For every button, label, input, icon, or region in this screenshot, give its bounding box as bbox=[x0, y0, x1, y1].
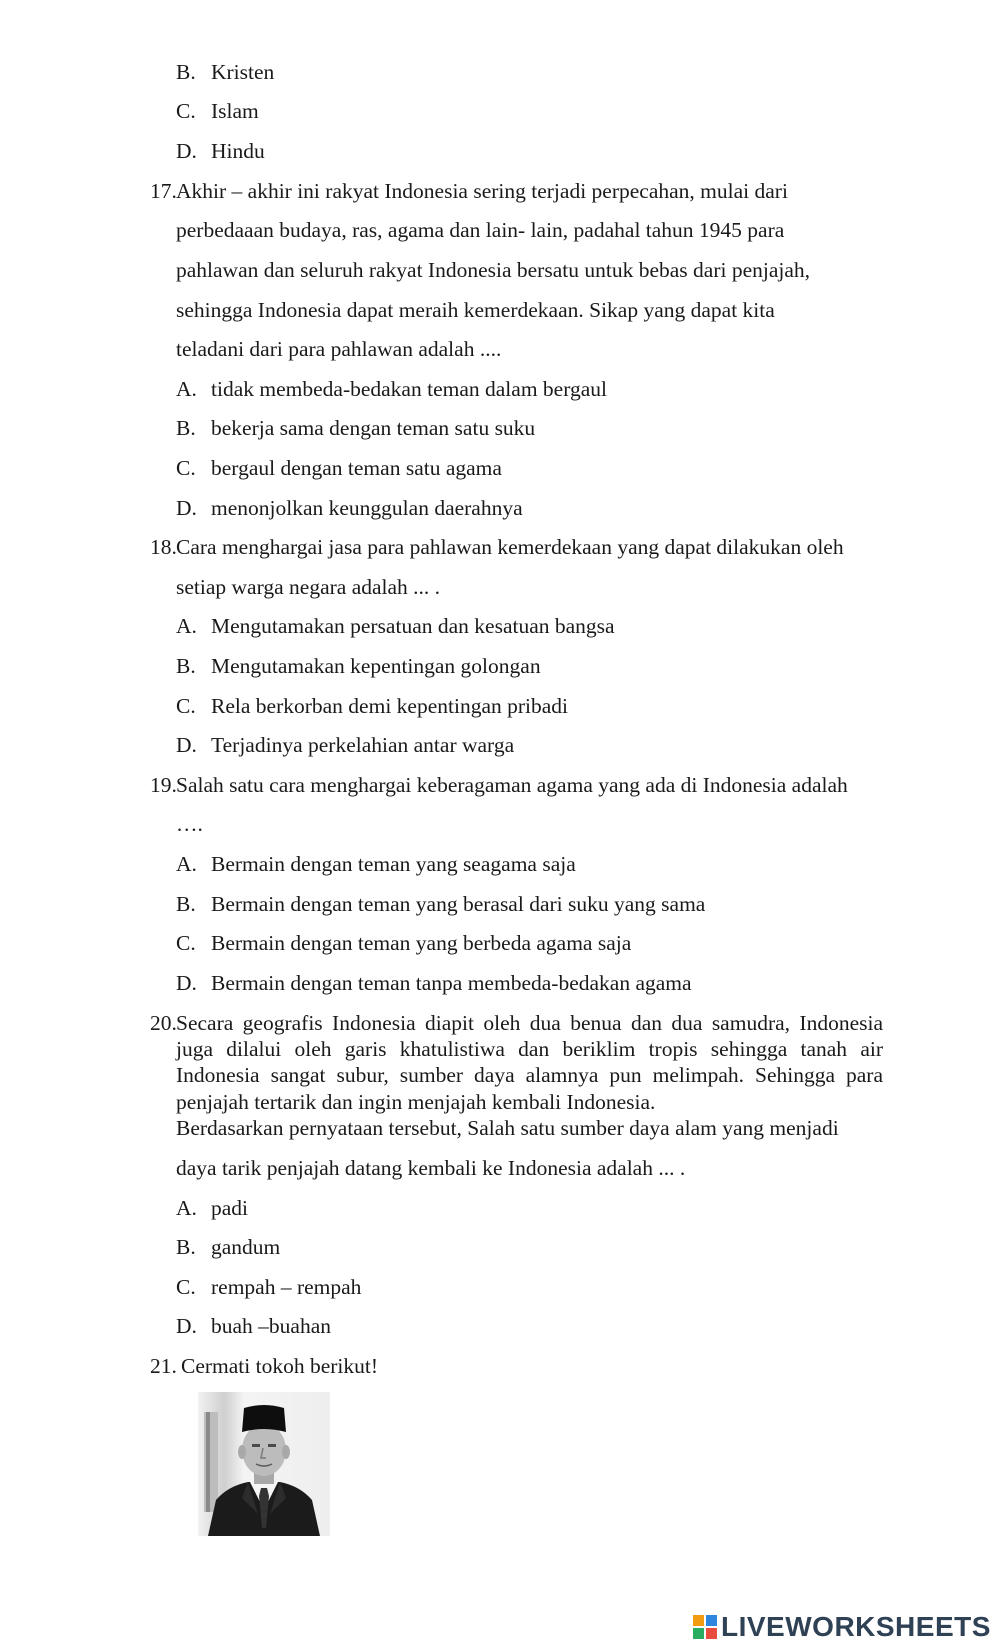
q20-text-line: juga dilalui oleh garis khatulistiwa dan beriklim tropis sehingga tanah air bbox=[176, 1037, 883, 1061]
liveworksheets-logo-icon bbox=[693, 1615, 717, 1639]
q21-number: 21. bbox=[150, 1354, 177, 1378]
q17-text-line: pahlawan dan seluruh rakyat Indonesia bersatu untuk bebas dari penjajah, bbox=[176, 258, 811, 282]
q20-option-d-letter: D. bbox=[176, 1314, 197, 1338]
q19-option-c-letter: C. bbox=[176, 931, 196, 955]
q20-option-c-text: rempah – rempah bbox=[211, 1275, 362, 1299]
q20-text-line: penjajah tertarik dan ingin menjajah kembali Indonesia. bbox=[176, 1090, 656, 1114]
q20-option-c-letter: C. bbox=[176, 1275, 196, 1299]
q18-option-b-letter: B. bbox=[176, 654, 196, 678]
q19-option-c-text: Bermain dengan teman yang berbeda agama saja bbox=[211, 931, 632, 955]
q19-option-a-letter: A. bbox=[176, 852, 197, 876]
q16-option-d-text: Hindu bbox=[211, 139, 265, 163]
q17-text-line: Akhir – akhir ini rakyat Indonesia sering terjadi perpecahan, mulai dari bbox=[176, 179, 788, 203]
q17-option-d-text: menonjolkan keunggulan daerahnya bbox=[211, 496, 523, 520]
q17-text-line: perbedaaan budaya, ras, agama dan lain- lain, padahal tahun 1945 para bbox=[176, 218, 785, 242]
q19-number: 19. bbox=[150, 773, 177, 797]
q18-text-line: Cara menghargai jasa para pahlawan kemerdekaan yang dapat dilakukan oleh bbox=[176, 535, 844, 559]
q18-option-a-text: Mengutamakan persatuan dan kesatuan bangsa bbox=[211, 614, 615, 638]
q19-option-d-text: Bermain dengan teman tanpa membeda-bedakan agama bbox=[211, 971, 692, 995]
q20-text-line: daya tarik penjajah datang kembali ke Indonesia adalah ... . bbox=[176, 1156, 686, 1180]
brand-name: LIVEWORKSHEETS bbox=[721, 1611, 991, 1642]
q17-option-b-text: bekerja sama dengan teman satu suku bbox=[211, 416, 536, 440]
q16-option-b-text: Kristen bbox=[211, 60, 275, 84]
q17-option-a-text: tidak membeda-bedakan teman dalam bergaul bbox=[211, 377, 607, 401]
q19-option-b-letter: B. bbox=[176, 892, 196, 916]
q17-option-b-letter: B. bbox=[176, 416, 196, 440]
liveworksheets-logo bbox=[693, 1610, 991, 1644]
q18-text-line: setiap warga negara adalah ... . bbox=[176, 575, 441, 599]
q20-text-line: Berdasarkan pernyataan tersebut, Salah satu sumber daya alam yang menjadi bbox=[176, 1116, 839, 1140]
q17-text-line: sehingga Indonesia dapat meraih kemerdekaan. Sikap yang dapat kita bbox=[176, 298, 775, 322]
q18-option-b-text: Mengutamakan kepentingan golongan bbox=[211, 654, 541, 678]
q20-option-a-text: padi bbox=[211, 1196, 249, 1220]
q16-option-b-letter: B. bbox=[176, 60, 196, 84]
q18-option-d-letter: D. bbox=[176, 733, 197, 757]
q20-option-b-letter: B. bbox=[176, 1235, 196, 1259]
q19-option-d-letter: D. bbox=[176, 971, 197, 995]
q16-option-c-letter: C. bbox=[176, 99, 196, 123]
q17-number: 17. bbox=[150, 179, 177, 203]
q20-option-a-letter: A. bbox=[176, 1196, 197, 1220]
q18-option-a-letter: A. bbox=[176, 614, 197, 638]
portrait-photo bbox=[198, 1392, 330, 1536]
q19-text-line: Salah satu cara menghargai keberagaman agama yang ada di Indonesia adalah bbox=[176, 773, 848, 797]
q20-text-line: Indonesia sangat subur, sumber daya alamnya pun melimpah. Sehingga para bbox=[176, 1063, 883, 1087]
q17-text-line: teladani dari para pahlawan adalah .... bbox=[176, 337, 502, 361]
q20-option-d-text: buah –buahan bbox=[211, 1314, 332, 1338]
q19-option-a-text: Bermain dengan teman yang seagama saja bbox=[211, 852, 576, 876]
q18-option-c-letter: C. bbox=[176, 694, 196, 718]
q17-option-c-text: bergaul dengan teman satu agama bbox=[211, 456, 502, 480]
q19-text-line: …. bbox=[176, 812, 203, 836]
q21-text: Cermati tokoh berikut! bbox=[181, 1354, 379, 1378]
q18-option-c-text: Rela berkorban demi kepentingan pribadi bbox=[211, 694, 569, 718]
q18-option-d-text: Terjadinya perkelahian antar warga bbox=[211, 733, 515, 757]
portrait-illustration bbox=[198, 1392, 330, 1536]
q20-number: 20. bbox=[150, 1011, 177, 1035]
q20-option-b-text: gandum bbox=[211, 1235, 281, 1259]
q17-option-a-letter: A. bbox=[176, 377, 197, 401]
q16-option-d-letter: D. bbox=[176, 139, 197, 163]
q20-text-line: Secara geografis Indonesia diapit oleh dua benua dan dua samudra, Indonesia bbox=[176, 1011, 883, 1035]
q17-option-c-letter: C. bbox=[176, 456, 196, 480]
q18-number: 18. bbox=[150, 535, 177, 559]
q17-option-d-letter: D. bbox=[176, 496, 197, 520]
q19-option-b-text: Bermain dengan teman yang berasal dari suku yang sama bbox=[211, 892, 706, 916]
q16-option-c-text: Islam bbox=[211, 99, 259, 123]
